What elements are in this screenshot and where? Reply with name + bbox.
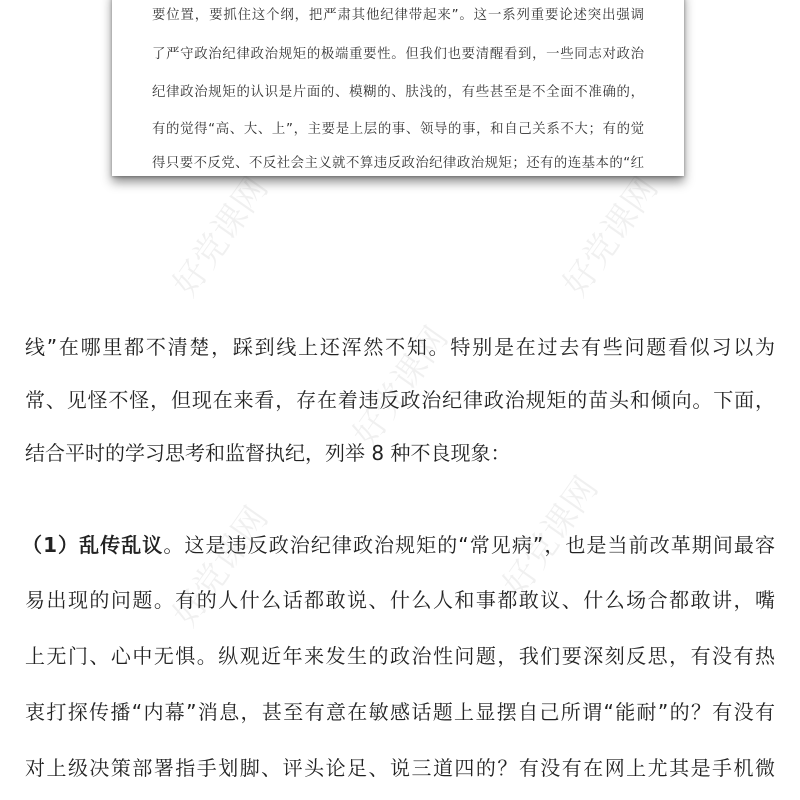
card-text-line: 得只要不反党、不反社会主义就不算违反政治纪律政治规矩；还有的连基本的“红 [152,156,644,171]
text-line: 线”在哪里都不清楚，踩到线上还浑然不知。特别是在过去有些问题看似习以为 [25,335,775,359]
watermark: 好党课网 [555,169,667,304]
card-text-line: 了严守政治纪律政治规矩的极端重要性。但我们也要清醒看到，一些同志对政治 [152,47,644,62]
card-text-line: 纪律政治规矩的认识是片面的、模糊的、肤浅的，有些甚至是不全面不准确的， [152,85,644,100]
section-heading: （1）乱传乱议 [22,533,164,557]
card-text-line: 要位置，要抓住这个纲，把严肃其他纪律带起来”。这一系列重要论述突出强调 [152,8,644,23]
text-line: 结合平时的学习思考和监督执纪，列举 8 种不良现象： [25,441,511,465]
text-line: 常、见怪不怪，但现在来看，存在着违反政治纪律政治规矩的苗头和倾向。下面， [25,388,775,412]
card-text-line: 有的觉得“高、大、上”，主要是上层的事、领导的事，和自己关系不大；有的觉 [152,122,644,137]
watermark: 好党课网 [495,469,607,604]
text-line: 对上级决策部署指手划脚、评头论足、说三道四的？有没有在网上尤其是手机微 [25,756,775,780]
text-line: 易出现的问题。有的人什么话都敢说、什么人和事都敢议、什么场合都敢讲，嘴 [25,588,775,612]
text-span: 。这是违反政治纪律政治规矩的“常见病”，也是当前改革期间最容 [163,533,775,557]
text-line: 上无门、心中无惧。纵观近年来发生的政治性问题，我们要深刻反思，有没有热 [25,644,775,668]
text-line: 衷打探传播“内幕”消息，甚至有意在敏感话题上显摆自己所谓“能耐”的？有没有 [25,700,775,724]
watermark: 好党课网 [165,169,277,304]
document-page-preview [112,0,684,176]
watermark: 好党课网 [345,319,457,454]
text-line [22,531,775,559]
watermark: 好党课网 [165,499,277,634]
